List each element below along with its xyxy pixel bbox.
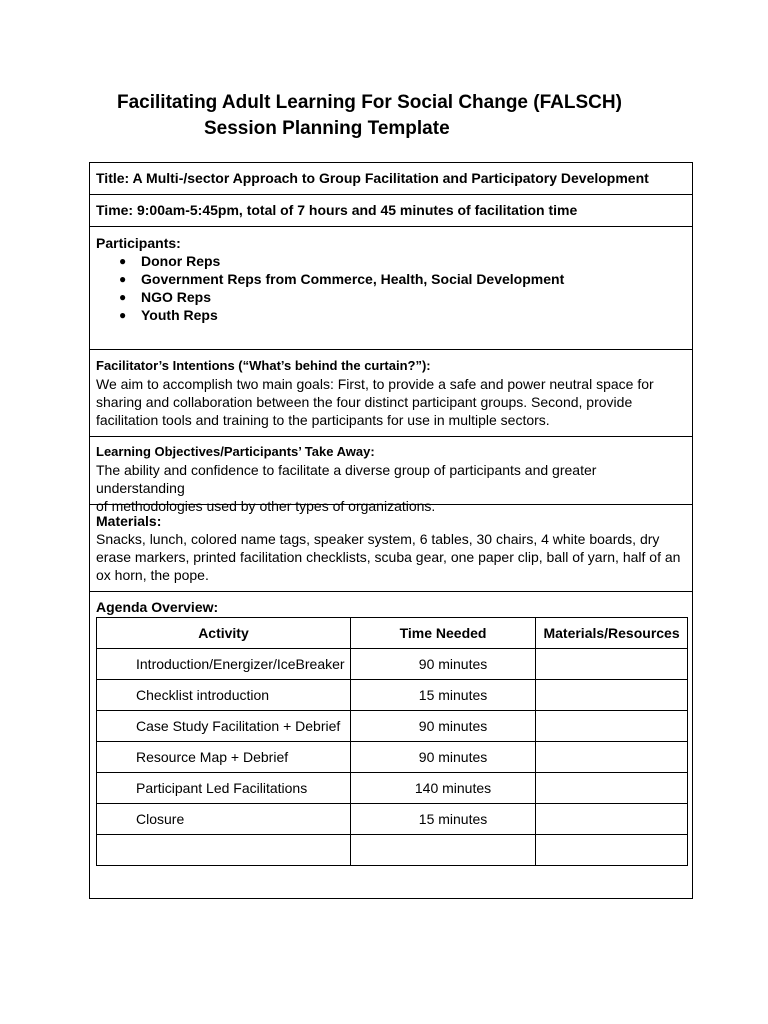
materials-line: ox horn, the pope. [96, 567, 209, 583]
time-cell [350, 835, 535, 866]
list-item: ● Youth Reps [119, 307, 218, 323]
time-cell: 90 minutes [350, 711, 535, 742]
header-activity: Activity [97, 618, 351, 649]
materials-line: erase markers, printed facilitation checklists, scuba gear, one paper clip, ball of yarn, half of an [96, 549, 681, 565]
bullet-icon: ● [119, 290, 127, 304]
materials-cell [536, 742, 688, 773]
time-section [90, 195, 692, 227]
materials-cell [536, 804, 688, 835]
header-time-needed: Time Needed [350, 618, 535, 649]
intentions-line: facilitation tools and training to the participants for use in multiple sectors. [96, 412, 550, 428]
intentions-label: Facilitator’s Intentions (“What’s behind the curtain?”): [96, 358, 431, 373]
objectives-line: of methodologies used by other types of organizations. [96, 498, 436, 514]
materials-cell [536, 649, 688, 680]
activity-cell: Case Study Facilitation + Debrief [97, 711, 351, 742]
table-header-row [97, 618, 688, 649]
table-row [97, 680, 688, 711]
bullet-icon: ● [119, 254, 127, 268]
session-time: Time: 9:00am-5:45pm, total of 7 hours and 45 minutes of facilitation time [96, 202, 578, 218]
materials-cell [536, 835, 688, 866]
title-line-2: Session Planning Template [204, 118, 450, 139]
agenda-table [96, 617, 688, 866]
session-plan-frame [89, 162, 693, 899]
objectives-line: The ability and confidence to facilitate a diverse group of participants and greater understanding [96, 462, 597, 496]
activity-cell: Closure [97, 804, 351, 835]
table-row [97, 773, 688, 804]
table-row [97, 742, 688, 773]
table-row [97, 649, 688, 680]
table-row [97, 711, 688, 742]
objectives-label: Learning Objectives/Participants’ Take Away: [96, 444, 375, 459]
title-section [90, 163, 692, 195]
activity-cell: Introduction/Energizer/IceBreaker [97, 649, 351, 680]
bullet-icon: ● [119, 308, 127, 322]
table-row [97, 835, 688, 866]
list-item: ● Donor Reps [119, 253, 221, 269]
materials-line: Snacks, lunch, colored name tags, speaker system, 6 tables, 30 chairs, 4 white boards, dry [96, 531, 660, 547]
agenda-label: Agenda Overview: [96, 599, 219, 615]
materials-cell [536, 680, 688, 711]
time-cell: 90 minutes [350, 649, 535, 680]
materials-section [90, 505, 692, 592]
time-cell: 90 minutes [350, 742, 535, 773]
table-row [97, 804, 688, 835]
intentions-line: We aim to accomplish two main goals: First, to provide a safe and power neutral space for [96, 376, 654, 392]
title-line-1: Facilitating Adult Learning For Social Change (FALSCH) [117, 92, 622, 113]
intentions-section [90, 350, 692, 437]
time-cell: 15 minutes [350, 804, 535, 835]
objectives-section [90, 437, 692, 514]
participants-label: Participants: [96, 235, 181, 251]
materials-cell [536, 711, 688, 742]
participants-section [90, 227, 692, 350]
list-item: ● Government Reps from Commerce, Health, Social Development [119, 271, 565, 287]
time-cell: 140 minutes [350, 773, 535, 804]
header-materials: Materials/Resources [536, 618, 688, 649]
materials-label: Materials: [96, 513, 162, 529]
intentions-line: sharing and collaboration between the four distinct participant groups. Second, provide [96, 394, 633, 410]
session-title: Title: A Multi-/sector Approach to Group Facilitation and Participatory Development [96, 170, 649, 186]
time-cell: 15 minutes [350, 680, 535, 711]
materials-cell [536, 773, 688, 804]
activity-cell [97, 835, 351, 866]
participants-list [96, 252, 686, 324]
activity-cell: Participant Led Facilitations [97, 773, 351, 804]
activity-cell: Checklist introduction [97, 680, 351, 711]
bullet-icon: ● [119, 272, 127, 286]
activity-cell: Resource Map + Debrief [97, 742, 351, 773]
list-item: ● NGO Reps [119, 289, 212, 305]
